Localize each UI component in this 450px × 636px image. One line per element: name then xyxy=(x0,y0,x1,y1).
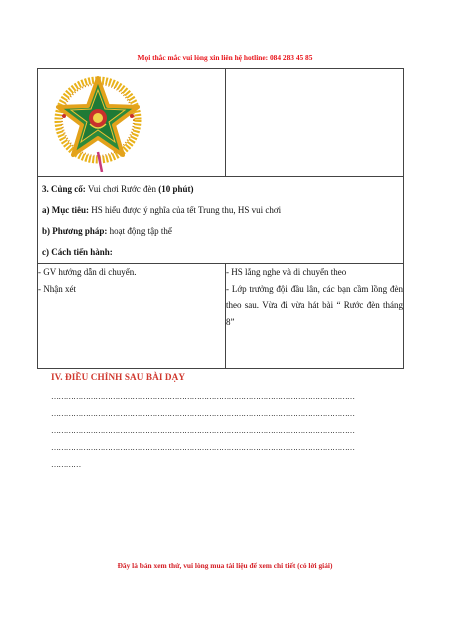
star-lantern-icon xyxy=(44,72,152,172)
section3-goal: a) Mục tiêu: HS hiểu được ý nghĩa của tết Trung thu, HS vui chơi xyxy=(42,205,282,215)
student-item: - Lớp trưởng đội đầu lân, các bạn cầm lồng đèn theo sau. Vừa đi vừa hát bài “ Rước đèn tháng 8” xyxy=(226,283,403,327)
section3-method: b) Phương pháp: hoạt động tập thể xyxy=(42,226,172,236)
hotline-banner: Mọi thắc mắc vui lòng xin liên hệ hotline: 084 283 45 85 xyxy=(137,53,313,62)
preview-notice: Đây là bản xem thử, vui lòng mua tài liệu để xem chi tiết (có lời giải) xyxy=(117,561,333,570)
teacher-activities xyxy=(38,264,226,369)
section3-title: 3. Củng cố: Vui chơi Rước đèn (10 phút) xyxy=(42,184,194,194)
dotted-line: …………………………………………………………………………………………………………… xyxy=(51,409,355,418)
dotted-line: …………………………………………………………………………………………………………… xyxy=(51,443,355,452)
image-cell xyxy=(38,69,226,177)
student-item: - HS lắng nghe và di chuyển theo xyxy=(226,267,347,277)
teacher-item: - Nhận xét xyxy=(38,283,76,294)
dotted-line: …………………………………………………………………………………………………………… xyxy=(51,392,355,401)
adjustment-heading: IV. ĐIỀU CHỈNH SAU BÀI DẠY xyxy=(51,372,186,382)
student-activities xyxy=(226,264,404,369)
dotted-line: …………………………………………………………………………………………………………… xyxy=(51,426,355,435)
lesson-table xyxy=(37,68,404,369)
teacher-item: - GV hướng dẫn di chuyển. xyxy=(38,267,137,277)
section3-process: c) Cách tiến hành: xyxy=(42,247,113,257)
empty-cell xyxy=(226,69,404,177)
section3-block xyxy=(38,177,404,264)
dotted-line: ………… xyxy=(51,460,81,469)
